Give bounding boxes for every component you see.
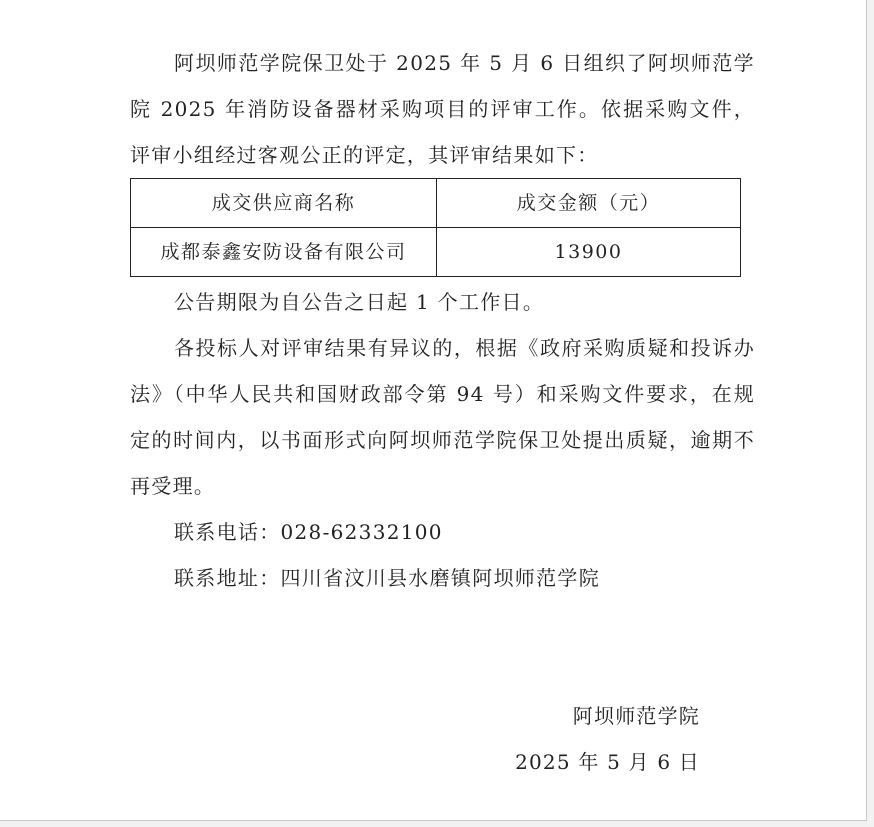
table-row	[131, 228, 741, 277]
table-header-row	[131, 179, 741, 228]
intro-paragraph: 阿坝师范学院保卫处于 2025 年 5 月 6 日组织了阿坝师范学院 2025 年消防设备器材采购项目的评审工作。依据采购文件，评审小组经过客观公正的评定，其评审结果如下：	[130, 51, 755, 167]
document-body	[130, 40, 755, 601]
notice-period-paragraph: 公告期限为自公告之日起 1 个工作日。	[174, 290, 545, 314]
supplier-name-cell: 成都泰鑫安防设备有限公司	[131, 228, 437, 277]
objection-paragraph: 各投标人对评审结果有异议的，根据《政府采购质疑和投诉办法》（中华人民共和国财政部令第 94 号）和采购文件要求，在规定的时间内，以书面形式向阿坝师范学院保卫处提出质疑，逾期不再受理。	[130, 336, 755, 498]
amount-cell: 13900	[437, 228, 741, 277]
result-table	[130, 178, 741, 277]
table-header-amount: 成交金额（元）	[437, 179, 741, 228]
signature-org: 阿坝师范学院	[572, 704, 700, 728]
contact-phone: 联系电话：028-62332100	[174, 520, 443, 544]
contact-address: 联系地址：四川省汶川县水磨镇阿坝师范学院	[174, 566, 600, 590]
table-header-supplier: 成交供应商名称	[131, 179, 437, 228]
signature-date: 2025 年 5 月 6 日	[515, 750, 700, 774]
